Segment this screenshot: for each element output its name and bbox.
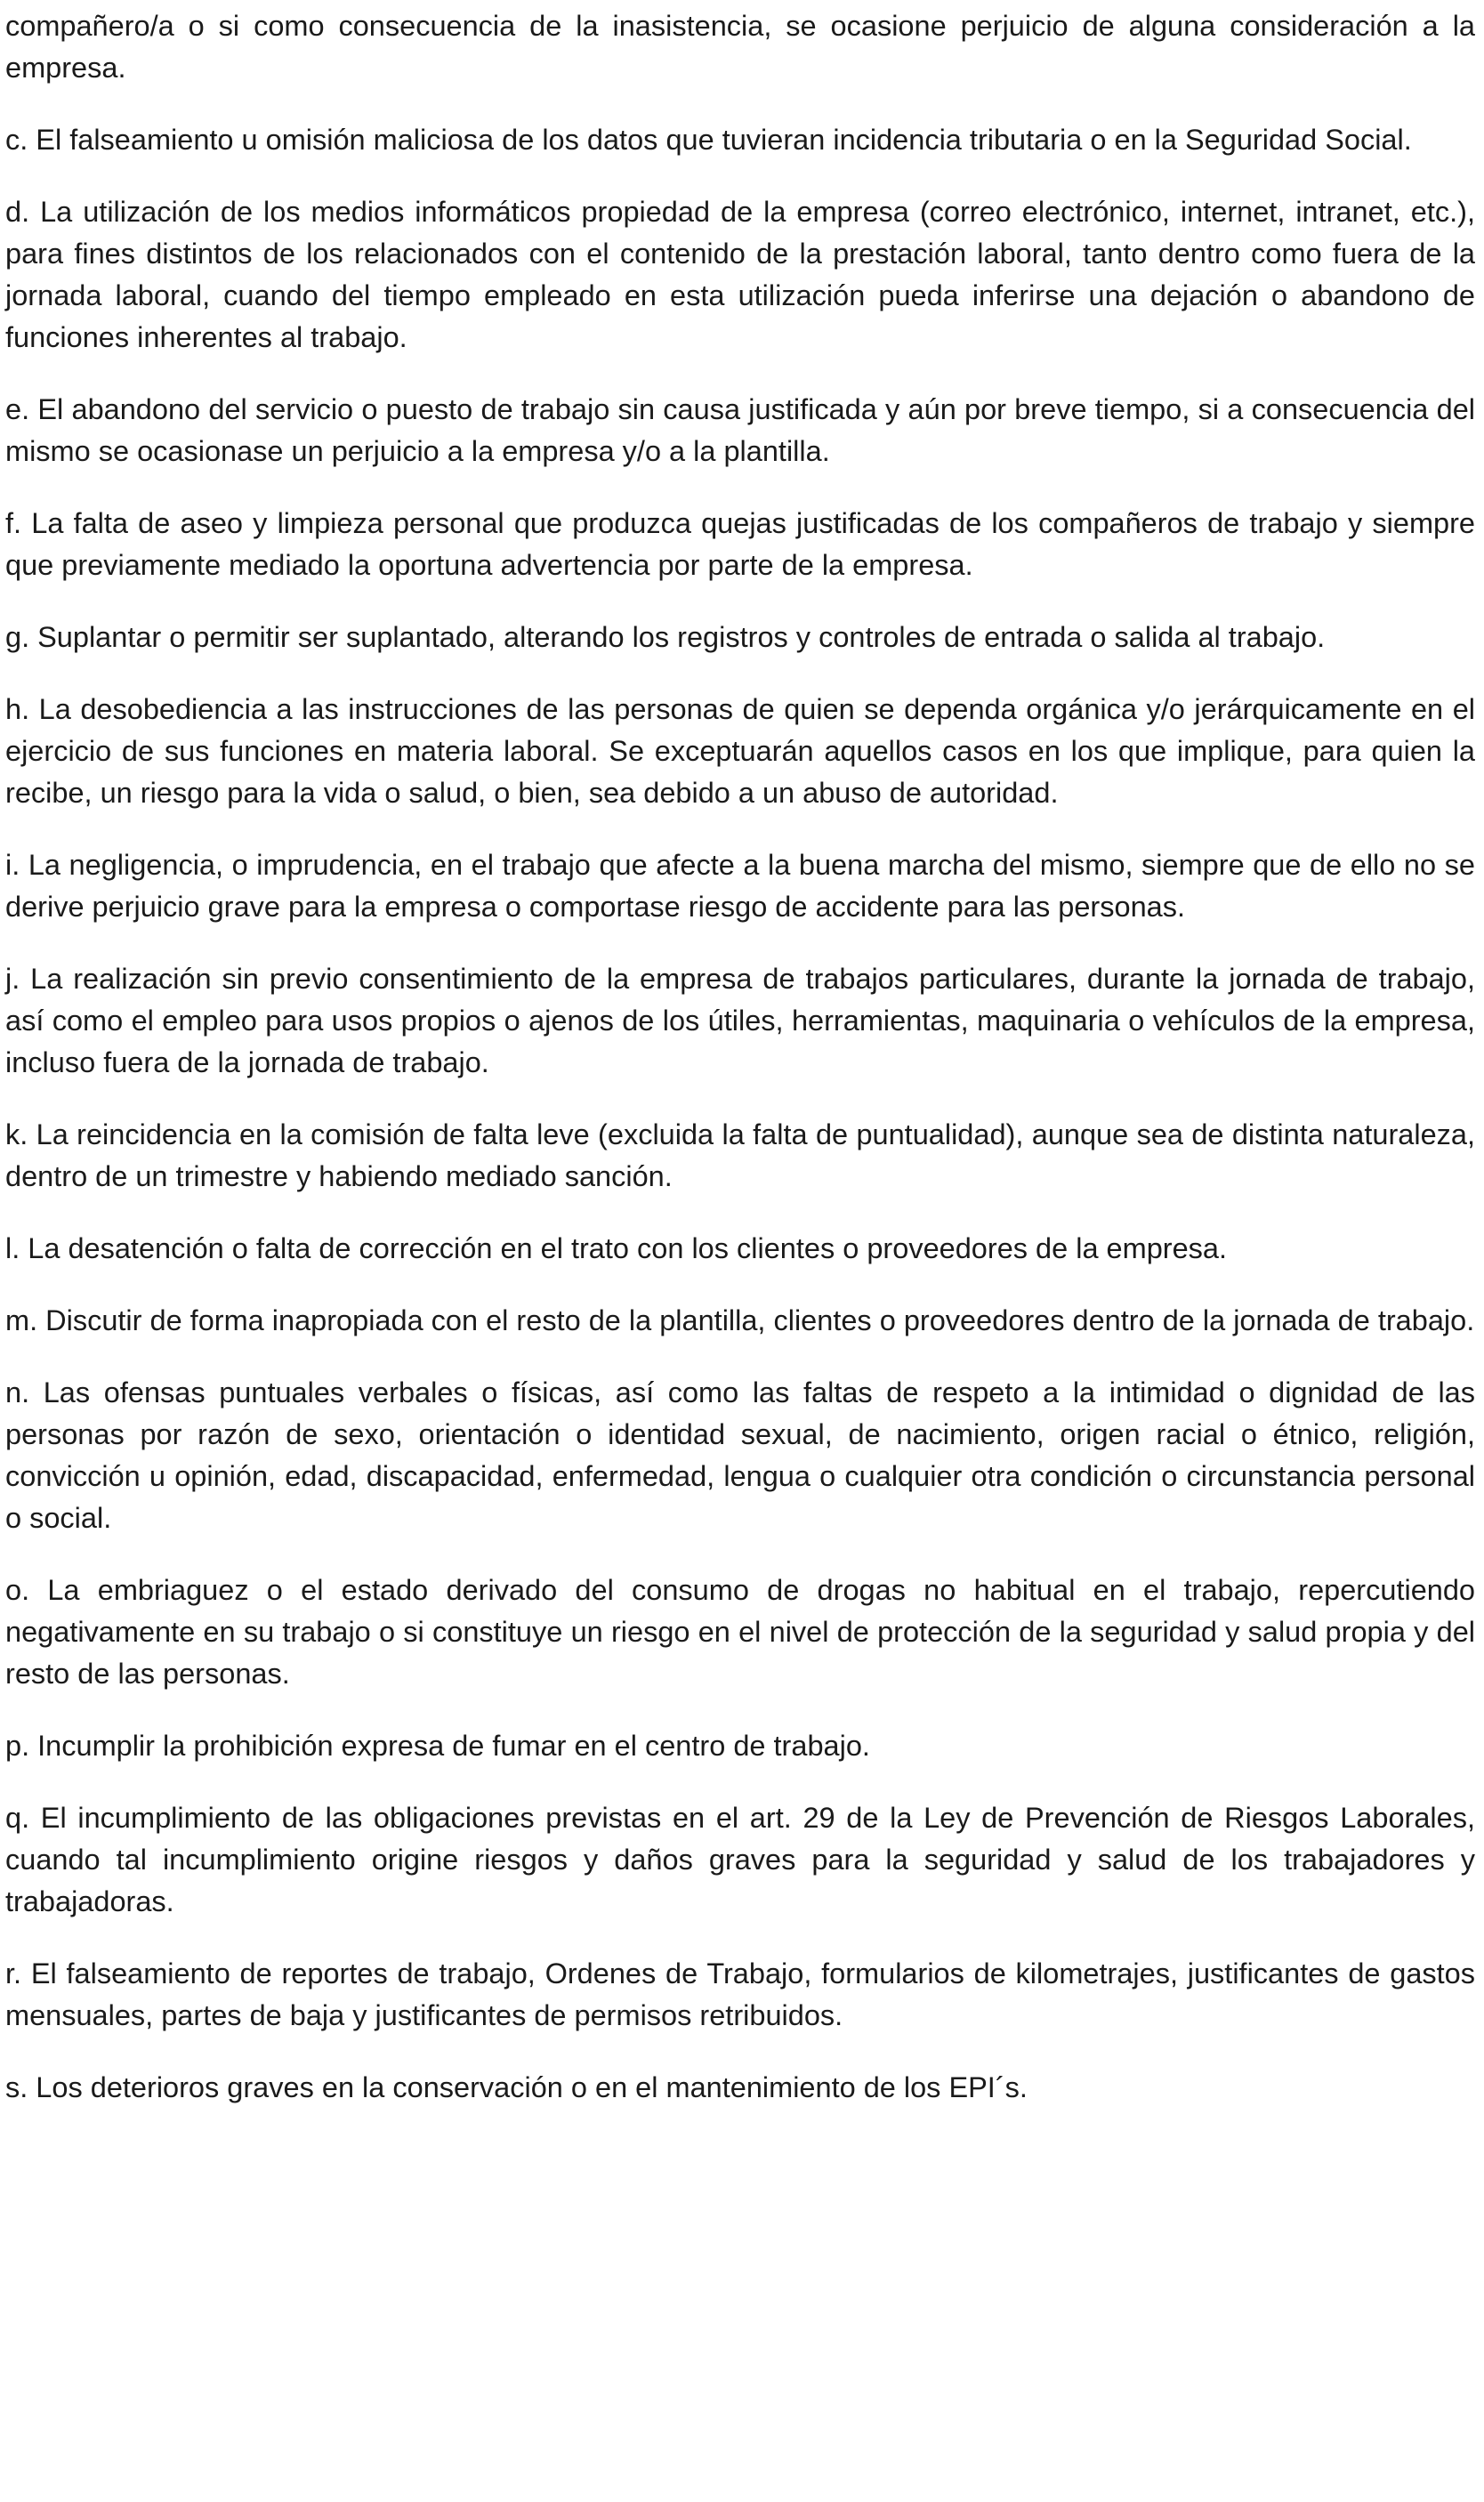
paragraph-item-p: p. Incumplir la prohibición expresa de fumar en el centro de trabajo. <box>5 1730 870 1762</box>
paragraph-item-s: s. Los deterioros graves en la conservación o en el mantenimiento de los EPI´s. <box>5 2071 1028 2103</box>
paragraph-item-j: j. La realización sin previo consentimiento de la empresa de trabajos particulares, durante la jornada de trabajo, así como el empleo para usos propios o ajenos de los útiles, herramientas, maquinaria o vehículos de la empresa, incluso fuera de la jornada de trabajo. <box>5 963 1475 1078</box>
paragraph-item-c: c. El falseamiento u omisión maliciosa de los datos que tuvieran incidencia tributaria o en la Seguridad Social. <box>5 124 1412 156</box>
paragraph-item-i: i. La negligencia, o imprudencia, en el trabajo que afecte a la buena marcha del mismo, siempre que de ello no se derive perjuicio grave para la empresa o comportase riesgo de accidente para las personas. <box>5 849 1475 923</box>
paragraph-item-h: h. La desobediencia a las instrucciones de las personas de quien se dependa orgánica y/o jerárquicamente en el ejercicio de sus funciones en materia laboral. Se exceptuarán aquellos casos en los que implique, para quien la recibe, un riesgo para la vida o salud, o bien, sea debido a un abuso de autoridad. <box>5 693 1475 809</box>
paragraph-item-l: l. La desatención o falta de corrección en el trato con los clientes o proveedores de la empresa. <box>5 1232 1228 1264</box>
paragraph-item-k: k. La reincidencia en la comisión de falta leve (excluida la falta de puntualidad), aunque sea de distinta naturaleza, dentro de un trimestre y habiendo mediado sanción. <box>5 1118 1475 1192</box>
paragraph-item-m: m. Discutir de forma inapropiada con el resto de la plantilla, clientes o proveedores dentro de la jornada de trabajo. <box>5 1304 1475 1336</box>
paragraph-item-o: o. La embriaguez o el estado derivado del consumo de drogas no habitual en el trabajo, repercutiendo negativamente en su trabajo o si constituye un riesgo en el nivel de protección de la seguridad y salud propia y del resto de las personas. <box>5 1574 1475 1690</box>
document-page <box>5 5 1475 2139</box>
paragraph-item-q: q. El incumplimiento de las obligaciones previstas en el art. 29 de la Ley de Prevención de Riesgos Laborales, cuando tal incumplimiento origine riesgos y daños graves para la seguridad y salud de los trabajadores y trabajadoras. <box>5 1802 1475 1917</box>
paragraph-continuation: compañero/a o si como consecuencia de la inasistencia, se ocasione perjuicio de alguna consideración a la empresa. <box>5 10 1475 84</box>
paragraph-item-n: n. Las ofensas puntuales verbales o físicas, así como las faltas de respeto a la intimidad o dignidad de las personas por razón de sexo, orientación o identidad sexual, de nacimiento, origen racial o étnico, religión, convicción u opinión, edad, discapacidad, enfermedad, lengua o cualquier otra condición o circunstancia personal o social. <box>5 1376 1475 1534</box>
paragraph-item-g: g. Suplantar o permitir ser suplantado, alterando los registros y controles de entrada o salida al trabajo. <box>5 621 1326 653</box>
paragraph-item-r: r. El falseamiento de reportes de trabajo, Ordenes de Trabajo, formularios de kilometrajes, justificantes de gastos mensuales, partes de baja y justificantes de permisos retribuidos. <box>5 1957 1475 2031</box>
paragraph-item-d: d. La utilización de los medios informáticos propiedad de la empresa (correo electrónico, internet, intranet, etc.), para fines distintos de los relacionados con el contenido de la prestación laboral, tanto dentro como fuera de la jornada laboral, cuando del tiempo empleado en esta utilización pueda inferirse una dejación o abandono de funciones inherentes al trabajo. <box>5 196 1475 353</box>
paragraph-item-f: f. La falta de aseo y limpieza personal que produzca quejas justificadas de los compañeros de trabajo y siempre que previamente mediado la oportuna advertencia por parte de la empresa. <box>5 507 1475 581</box>
paragraph-item-e: e. El abandono del servicio o puesto de trabajo sin causa justificada y aún por breve tiempo, si a consecuencia del mismo se ocasionase un perjuicio a la empresa y/o a la plantilla. <box>5 393 1475 467</box>
